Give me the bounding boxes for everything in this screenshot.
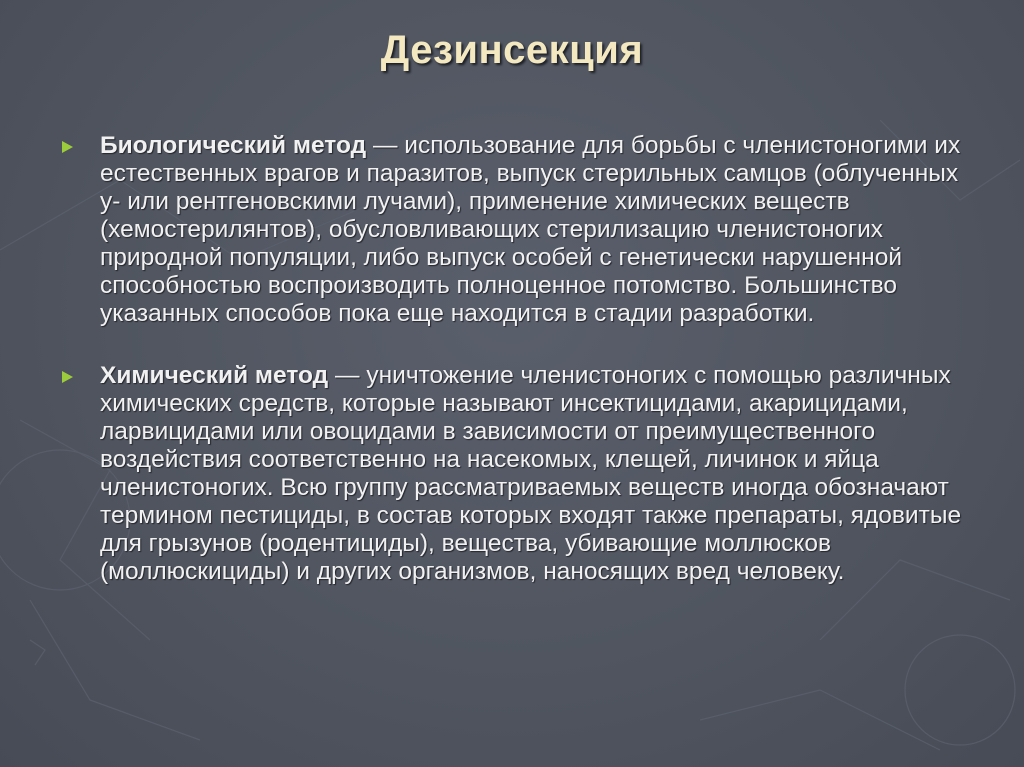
bullet-text: — уничтожение членистоногих с помощью различных химических средств, которые называют инсектицидами, акарицидами, ларвицидами или овоцидами в зависимости от преимущественного воздействия соответственно на насекомых, клещей, личинок и яйца членистоногих. Всю группу рассматриваемых веществ иногда обозначают термином пестициды, в состав которых входят также препараты, ядовитые для грызунов (родентициды), вещества, убивающие моллюсков (моллюскициды) и других организмов, наносящих вред человеку. — [100, 362, 962, 585]
bullet-chemical-method — [62, 362, 962, 586]
slide-content — [62, 132, 962, 620]
bullet-text: — использование для борьбы с членистоногими их естественных врагов и паразитов, выпуск стерильных самцов (облученных у- или рентгеновскими лучами), применение химических веществ (хемостерилянтов), обусловливающих стерилизацию членистоногих природной популяции, либо выпуск особей с генетически нарушенной способностью воспроизводить полноценное потомство. Большинство указанных способов пока еще находится в стадии разработки. — [100, 132, 961, 327]
triangle-bullet-icon — [62, 371, 73, 383]
bullet-term: Биологический метод — [100, 132, 367, 159]
triangle-bullet-icon — [62, 141, 73, 153]
bullet-biological-method — [62, 132, 962, 328]
slide-title: Дезинсекция — [380, 28, 644, 72]
bullet-term: Химический метод — [100, 362, 329, 389]
